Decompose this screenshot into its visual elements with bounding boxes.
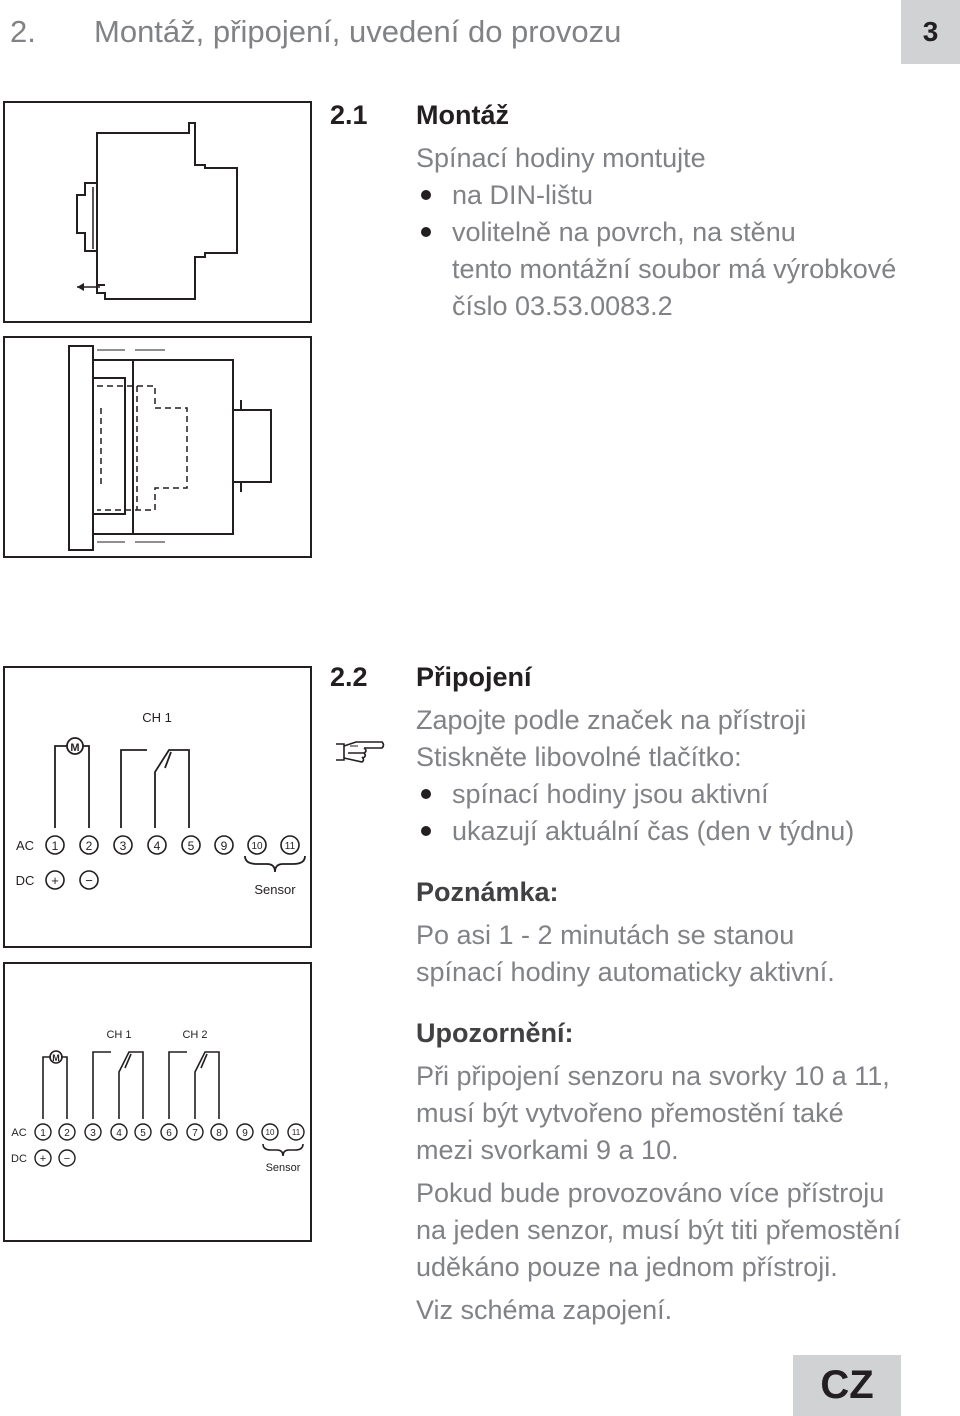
terminal-label: 6: [166, 1128, 172, 1139]
connect-bullet: ukazují aktuální čas (den v týdnu): [452, 816, 855, 846]
terminal-label: −: [85, 873, 93, 888]
terminal-label: +: [39, 1153, 47, 1165]
wiring-ch1-drawing: [5, 668, 310, 946]
language-badge: CZ: [793, 1355, 901, 1416]
wiring-diagram-ch2: [3, 962, 312, 1242]
section-number: 2.1: [330, 100, 368, 130]
connect-bullet: spínací hodiny jsou aktivní: [452, 779, 769, 809]
warning-line: Pokud bude provozováno více přístroju: [416, 1178, 885, 1208]
terminal-label: 2: [85, 839, 93, 853]
bullet-icon: [421, 227, 431, 237]
page-badge: 3: [901, 0, 960, 64]
dc-label: DC: [11, 1153, 27, 1165]
terminal-label: +: [51, 873, 59, 888]
warning-line: musí být vytvořeno přemostění také: [416, 1098, 844, 1128]
terminal-label: 7: [192, 1128, 198, 1139]
terminal-label: 9: [242, 1128, 248, 1139]
bullet-icon: [421, 789, 431, 799]
channel-label: CH 1: [106, 1029, 132, 1041]
note-line: Po asi 1 - 2 minutách se stanou: [416, 920, 795, 950]
terminal-label: 5: [187, 839, 195, 853]
terminal-label: 1: [51, 839, 59, 853]
terminal-label: 11: [284, 841, 296, 852]
mount-bullet: volitelně na povrch, na stěnu: [452, 217, 796, 247]
bullet-icon: [421, 826, 431, 836]
terminal-label: 9: [220, 839, 228, 853]
channel-label: CH 2: [182, 1029, 208, 1041]
motor-label: M: [70, 742, 80, 754]
note-line: spínací hodiny automaticky aktivní.: [416, 957, 835, 987]
terminal-label: 8: [216, 1128, 222, 1139]
terminal-label: 5: [140, 1128, 146, 1139]
warning-line: na jeden senzor, musí být titi přemostění: [416, 1215, 901, 1245]
sensor-label: Sensor: [265, 1162, 301, 1174]
figure-din-mount: [3, 101, 312, 323]
sensor-label: Sensor: [254, 882, 296, 897]
terminal-label: 2: [64, 1128, 70, 1139]
figure-wall-mount: [3, 336, 312, 558]
warning-line: Při připojení senzoru na svorky 10 a 11,: [416, 1061, 890, 1091]
pointing-hand-icon: [334, 738, 386, 771]
terminal-label: 4: [153, 839, 161, 853]
ac-label: AC: [11, 1127, 27, 1139]
wiring-ch2-drawing: [5, 964, 310, 1240]
warning-line: uděkáno pouze na jednom přístroji.: [416, 1252, 838, 1282]
terminal-label: 3: [90, 1128, 96, 1139]
terminal-label: 10: [265, 1128, 275, 1137]
bullet-icon: [421, 190, 431, 200]
channel-label: CH 1: [142, 710, 172, 725]
ac-label: AC: [15, 838, 35, 853]
wiring-diagram-ch1: [3, 666, 312, 948]
section-title: Montáž: [416, 100, 509, 130]
warning-line: Viz schéma zapojení.: [416, 1295, 673, 1325]
mount-intro: Spínací hodiny montujte: [416, 143, 706, 173]
mount-note-line: tento montážní soubor má výrobkové: [452, 254, 897, 284]
terminal-label: 4: [116, 1128, 122, 1139]
motor-label: M: [52, 1053, 60, 1063]
terminal-label: 10: [251, 841, 263, 852]
mount-note-line: číslo 03.53.0083.2: [452, 291, 673, 321]
connect-line: Zapojte podle značek na přístroji: [416, 705, 807, 735]
din-mount-drawing: [5, 103, 310, 321]
section-number: 2.2: [330, 662, 368, 692]
terminal-label: 1: [40, 1128, 46, 1139]
dc-label: DC: [15, 873, 35, 888]
mount-bullet: na DIN-lištu: [452, 180, 594, 210]
connect-line: Stiskněte libovolné tlačítko:: [416, 742, 742, 772]
terminal-label: −: [63, 1153, 71, 1165]
wall-mount-drawing: [5, 338, 310, 556]
warning-line: mezi svorkami 9 a 10.: [416, 1135, 679, 1165]
warning-heading: Upozornění:: [416, 1018, 574, 1048]
chapter-title: Montáž, připojení, uvedení do provozu: [94, 14, 622, 49]
note-heading: Poznámka:: [416, 877, 559, 907]
terminal-label: 3: [119, 839, 127, 853]
terminal-label: 11: [291, 1128, 301, 1137]
chapter-number: 2.: [10, 14, 36, 49]
section-title: Připojení: [416, 662, 532, 692]
